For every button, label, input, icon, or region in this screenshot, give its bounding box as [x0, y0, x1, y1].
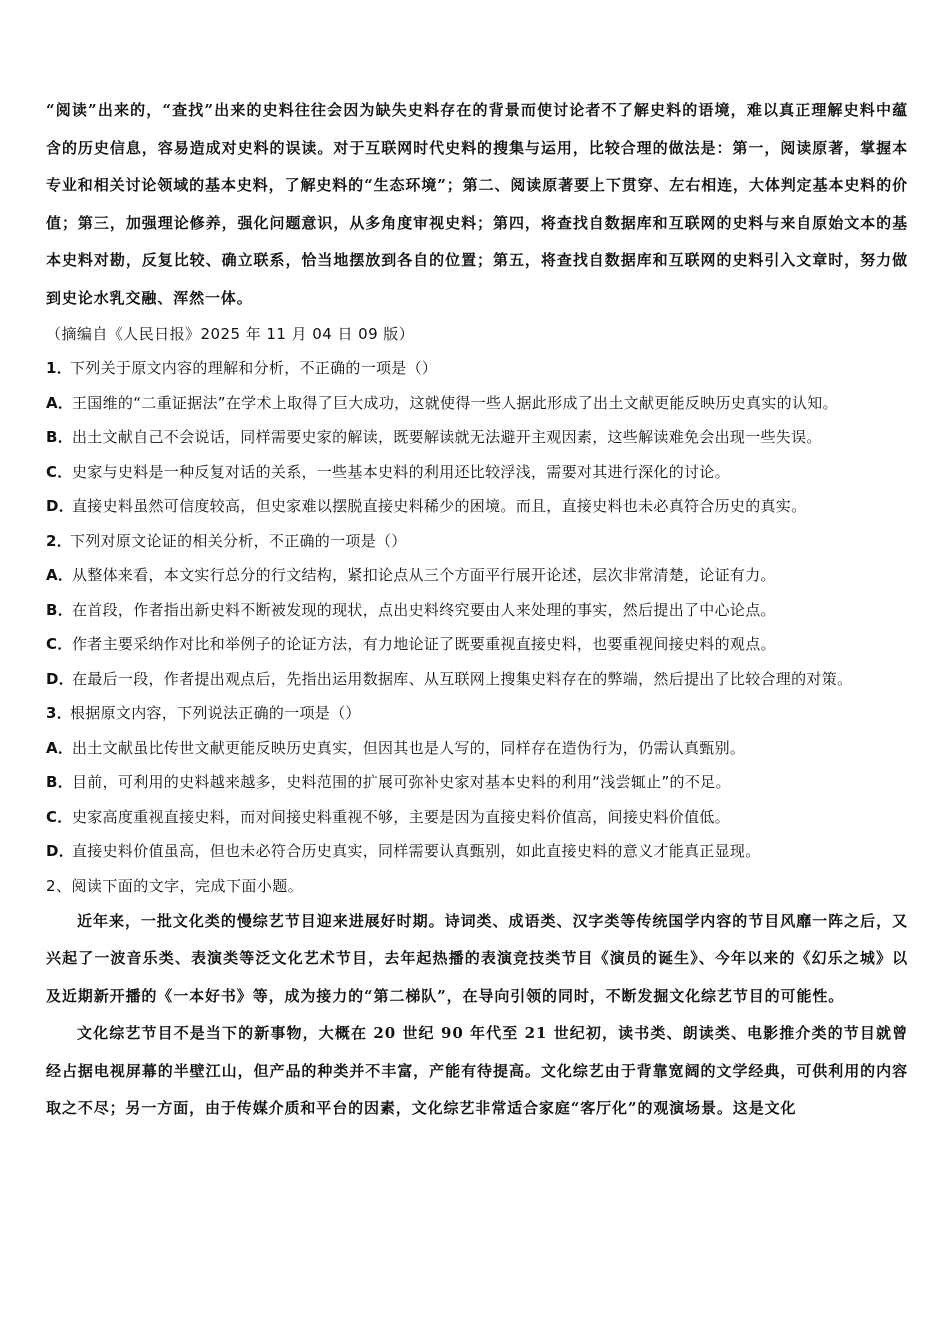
option-text: 从整体来看，本文实行总分的行文结构，紧扣论点从三个方面平行展开论述，层次非常清楚，论证有力。: [72, 566, 776, 584]
document-page: [46, 92, 908, 1128]
question-text: 根据原文内容，下列说法正确的一项是（）: [70, 704, 361, 722]
option-d: [46, 834, 908, 869]
passage-paragraph: “阅读”出来的，“查找”出来的史料往往会因为缺失史料存在的背景而使讨论者不了解史料的语境，难以真正理解史料中蕴含的历史信息，容易造成对史料的误读。对于互联网时代史料的搜集与运用，比较合理的做法是：第一，阅读原著，掌握本专业和相关讨论领域的基本史料，了解史料的“生态环境”；第二、阅读原著要上下贯穿、左右相连，大体判定基本史料的价值；第三，加强理论修养，强化问题意识，从多角度审视史料；第四，将查找自数据库和互联网的史料与来自原始文本的基本史料对勘，反复比较、确立联系，恰当地摆放到各自的位置；第五，将查找自数据库和互联网的史料引入文章时，努力做到史论水乳交融、浑然一体。: [46, 101, 908, 307]
option-tag: B．: [46, 773, 74, 791]
question-number: 3．: [46, 704, 73, 722]
question-stem: [46, 696, 908, 731]
question-stem: [46, 351, 908, 386]
option-c: [46, 800, 908, 835]
question-3: [46, 696, 908, 869]
question-1: [46, 351, 908, 524]
option-tag: D．: [46, 497, 75, 515]
question-stem: [46, 524, 908, 559]
option-tag: D．: [46, 669, 75, 688]
passage-source: （摘编自《人民日报》2025 年 11 月 04 日 09 版）: [46, 325, 415, 343]
option-a: [46, 386, 908, 421]
option-text: 作者主要采纳作对比和举例子的论证方法，有力地论证了既要重视直接史料，也要重视间接史料的观点。: [72, 635, 776, 653]
option-text: 直接史料价值虽高，但也未必符合历史真实，同样需要认真甄别，如此直接史料的意义才能真正显现。: [72, 842, 761, 860]
option-tag: B．: [46, 428, 74, 446]
question-text: 下列对原文论证的相关分析，不正确的一项是（）: [70, 531, 407, 550]
section-heading: 2、阅读下面的文字，完成下面小题。: [46, 876, 304, 895]
option-text: 出土文献虽比传世文献更能反映历史真实，但因其也是人写的，同样存在造伪行为，仍需认真甄别。: [72, 738, 746, 757]
option-tag: C．: [46, 635, 73, 653]
option-text: 史家与史料是一种反复对话的关系，一些基本史料的利用还比较浮浅，需要对其进行深化的讨论。: [72, 462, 730, 481]
option-tag: A．: [46, 738, 74, 757]
option-b: [46, 765, 908, 800]
question-2: [46, 524, 908, 697]
option-text: 目前，可利用的史料越来越多，史料范围的扩展可弥补史家对基本史料的利用“浅尝辄止”的不足。: [72, 773, 731, 791]
option-tag: C．: [46, 807, 73, 826]
option-c: [46, 627, 908, 662]
question-number: 1．: [46, 359, 73, 377]
option-text: 直接史料虽然可信度较高，但史家难以摆脱直接史料稀少的困境。而且，直接史料也未必真符合历史的真实。: [72, 497, 807, 515]
option-text: 在最后一段，作者提出观点后，先指出运用数据库、从互联网上搜集史料存在的弊端，然后提出了比较合理的对策。: [72, 669, 853, 688]
option-d: [46, 489, 908, 524]
section-paragraph: 文化综艺节目不是当下的新事物，大概在 20 世纪 90 年代至 21 世纪初，读书类、朗读类、电影推介类的节目就曾经占据电视屏幕的半壁江山，但产品的种类并不丰富，产能有待提高。文化综艺由于背靠宽阔的文学经典，可供利用的内容取之不尽；另一方面，由于传媒介质和平台的因素，文化综艺非常适合家庭“客厅化”的观演场景。这是文化: [46, 1024, 908, 1117]
option-text: 在首段，作者指出新史料不断被发现的现状，点出史料终究要由人来处理的事实，然后提出了中心论点。: [72, 600, 776, 619]
option-b: [46, 420, 908, 455]
option-tag: B．: [46, 600, 74, 619]
option-text: 王国维的“二重证据法”在学术上取得了巨大成功，这就使得一些人据此形成了出土文献更能反映历史真实的认知。: [72, 393, 838, 412]
option-text: 史家高度重视直接史料，而对间接史料重视不够，主要是因为直接史料价值高，间接史料价值低。: [72, 807, 730, 826]
option-tag: A．: [46, 393, 74, 412]
option-d: [46, 662, 908, 697]
question-number: 2．: [46, 531, 73, 550]
question-text: 下列关于原文内容的理解和分析，不正确的一项是（）: [70, 359, 438, 377]
option-tag: A．: [46, 566, 74, 584]
option-a: [46, 558, 908, 593]
option-text: 出土文献自己不会说话，同样需要史家的解读，既要解读就无法避开主观因素，这些解读难免会出现一些失误。: [72, 428, 822, 446]
option-c: [46, 455, 908, 490]
option-tag: D．: [46, 842, 75, 860]
section-paragraph: 近年来，一批文化类的慢综艺节目迎来进展好时期。诗词类、成语类、汉字类等传统国学内容的节目风靡一阵之后，又兴起了一波音乐类、表演类等泛文化艺术节目，去年起热播的表演竞技类节目《演员的诞生》、今年以来的《幻乐之城》以及近期新开播的《一本好书》等，成为接力的“第二梯队”，在导向引领的同时，不断发掘文化综艺节目的可能性。: [46, 911, 908, 1005]
option-b: [46, 593, 908, 628]
option-a: [46, 731, 908, 766]
option-tag: C．: [46, 462, 73, 481]
